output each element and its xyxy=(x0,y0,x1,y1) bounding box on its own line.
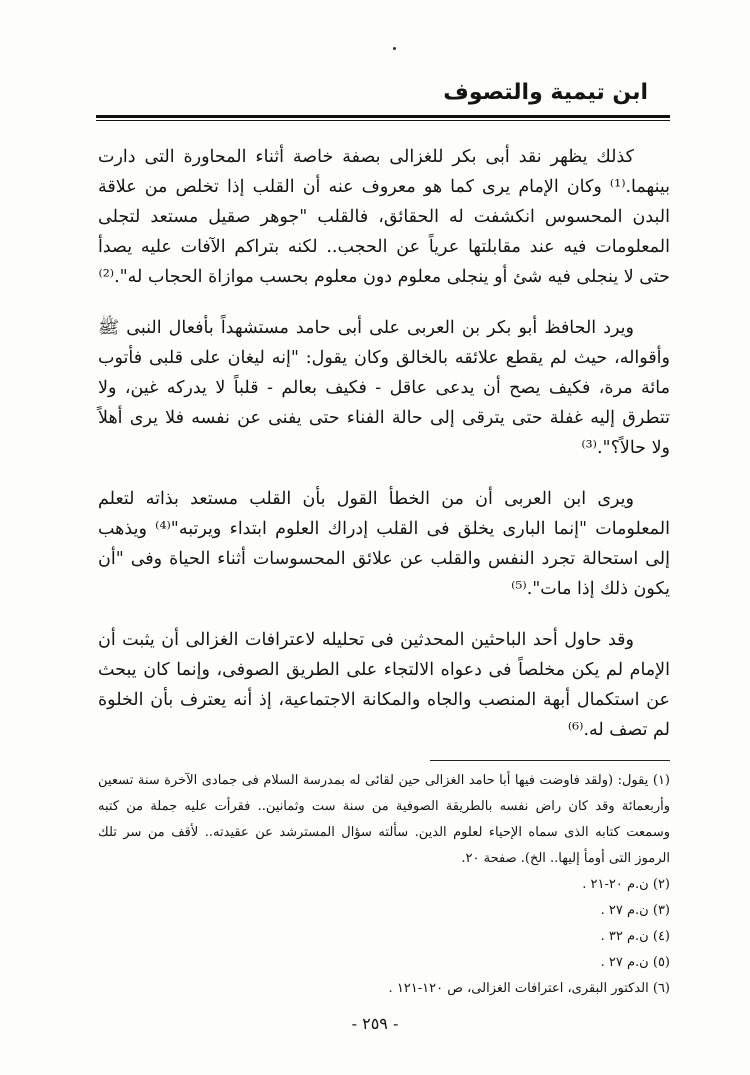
paragraph: ويرى ابن العربى أن من الخطأ القول بأن القلب مستعد بذاته لتعلم المعلومات "إنما البارى يخلق فى القلب إدراك العلوم ابتداء ويرتبه"⁽⁴⁾ ويذهب إلى استحالة تجرد النفس والقلب عن علائق المحسوسات أثناء الحياة وفى "أن يكون ذلك إذا مات".⁽⁵⁾ xyxy=(98,489,670,599)
footnote: (٤) ن.م ٣٢ . xyxy=(600,929,670,944)
footnote: (٢) ن.م ٢٠-٢١ . xyxy=(582,877,670,892)
header-rule-thick xyxy=(96,115,670,118)
footnote: (٥) ن.م ٢٧ . xyxy=(600,955,670,970)
footnote: (١) يقول: (ولقد فاوضت فيها أبا حامد الغزالى حين لقائى له بمدرسة السلام فى جمادى الآخرة سنة تسعين وأربعمائة وقد كان راض نفسه بالطريقة الصوفية من سنة ست وثمانين.. فقرأت عليه جملة من كتبه وسمعت كتابه الذى سماه الإحياء لعلوم الدين. سألته سؤال المسترشد عن عقيدته.. لأقف من سر تلك الرموز التى أومأ إليها.. الخ). صفحة ٢٠. xyxy=(98,773,670,866)
footnotes xyxy=(98,768,670,1002)
main-text xyxy=(98,142,670,766)
paragraph: ويرد الحافظ أبو بكر بن العربى على أبى حامد مستشهداً بأفعال النبى ﷺ وأقواله، حيث لم يقطع علائقه بالخالق وكان يقول: "إنه ليغان على قلبى فأتوب مائة مرة، فكيف يصح أن يدعى عاقل - فكيف بعالم - قلباً لا يدركه غين، ولا تتطرق إليه غفلة حتى يترقى إلى حالة الفناء حتى يفنى عن نفسه فلا يرى أهلاً ولا حالاً؟".⁽³⁾ xyxy=(98,318,670,458)
footnote: (٣) ن.م ٢٧ . xyxy=(600,903,670,918)
paragraph: وقد حاول أحد الباحثين المحدثين فى تحليله لاعترافات الغزالى أن يثبت أن الإمام لم يكن مخلصاً فى دعواه الالتجاء على الطريق الصوفى، وإنما كان يبحث عن استكمال أبهة المنصب والجاه والمكانة الاجتماعية، إذ أنه يعترف بأن الخلوة لم تصف له.⁽⁶⁾ xyxy=(98,630,670,740)
header-rule-thin xyxy=(96,120,670,121)
page-mark xyxy=(393,47,396,50)
paragraph: كذلك يظهر نقد أبى بكر للغزالى بصفة خاصة أثناء المحاورة التى دارت بينهما.⁽¹⁾ وكان الإمام يرى كما هو معروف عنه أن القلب إذا تخلص من علاقة البدن المحسوس انكشفت له الحقائق، فالقلب "جوهر صقيل مستعد لتجلى المعلومات فيه عند مقابلتها عرياً عن الحجب.. لكنه بتراكم الآفات عليه يصدأ حتى لا ينجلى فيه شئ أو ينجلى معلوم دون معلوم بحسب موازاة الحجاب له".⁽²⁾ xyxy=(98,147,670,287)
footnote-separator xyxy=(430,760,670,761)
footnote: (٦) الدكتور البقرى، اعترافات الغزالى، ص ١٢٠-١٢١ . xyxy=(388,981,670,996)
running-header-title: ابن تيمية والتصوف xyxy=(443,80,648,105)
page-number: - ٢٥٩ - xyxy=(351,1014,399,1033)
